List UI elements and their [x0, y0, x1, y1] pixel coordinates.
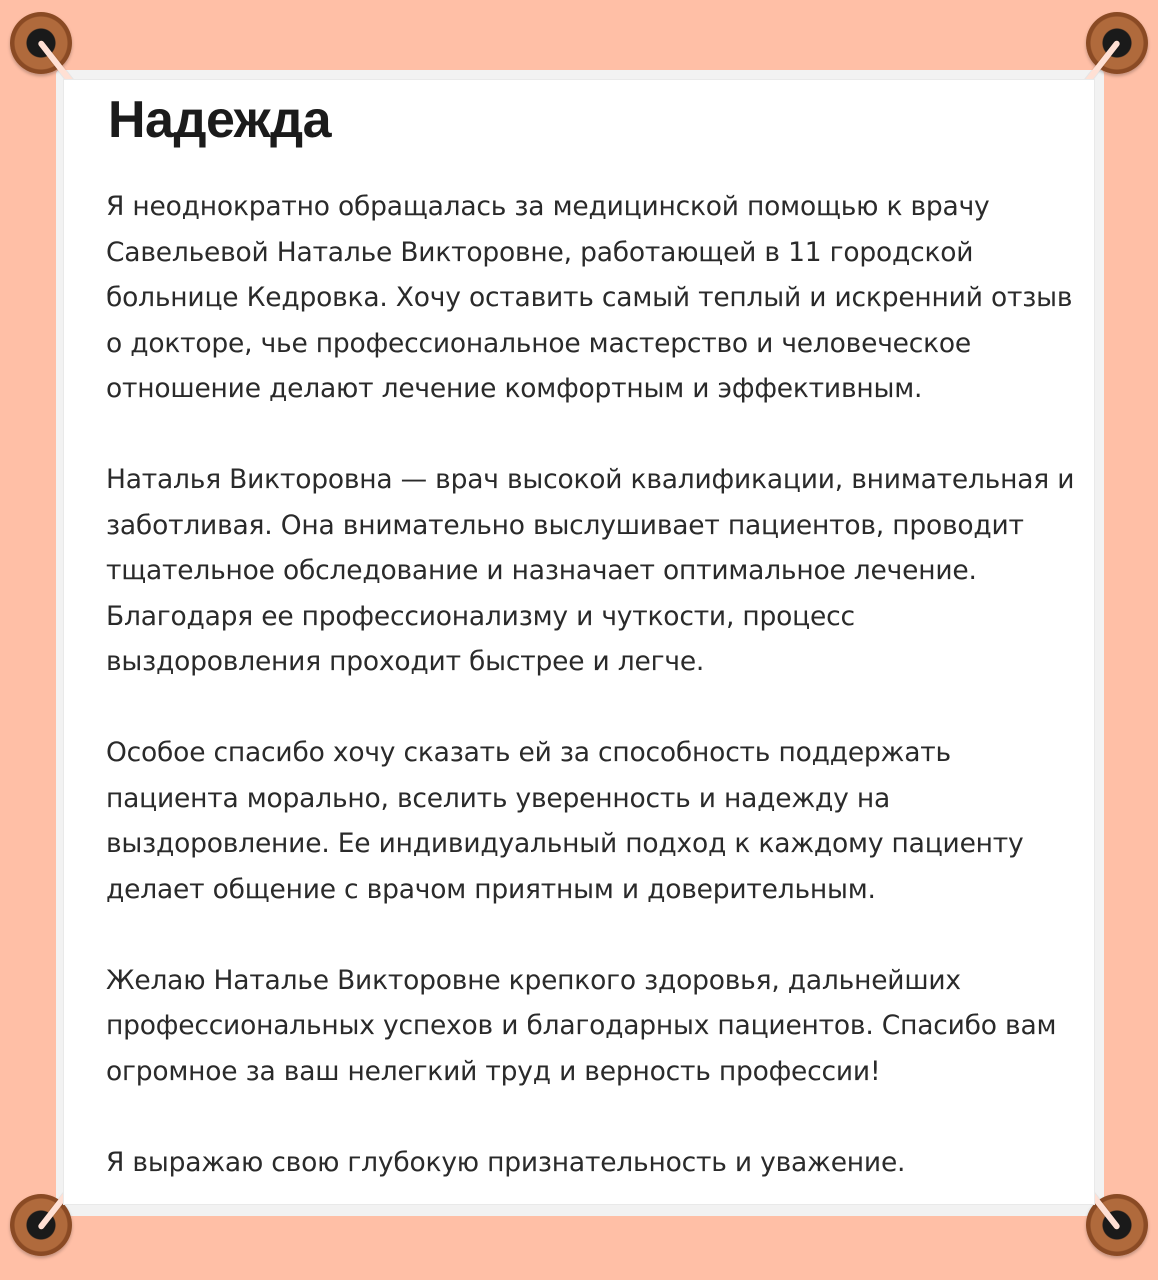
- review-paragraph-3: [106, 730, 1066, 912]
- text-line: Я неоднократно обращалась за медицинской помощью к врачу: [106, 191, 990, 222]
- text-line: отношение делают лечение комфортным и эффективным.: [106, 373, 923, 404]
- text-line: Желаю Наталье Викторовне крепкого здоровья, дальнейших: [106, 964, 961, 996]
- review-paragraph-5: [106, 1140, 1066, 1186]
- review-card: [64, 80, 1094, 1204]
- text-line: выздоровление. Ее индивидуальный подход к каждому пациенту: [106, 828, 1024, 859]
- review-text: [106, 184, 1075, 1185]
- text-line: пациента морально, вселить уверенность и надежду на: [106, 782, 891, 814]
- text-line: огромное за ваш нелегкий труд и верность профессии!: [106, 1055, 881, 1087]
- review-paragraph-4: [106, 958, 1066, 1095]
- text-line: делает общение с врачом приятным и доверительным.: [106, 873, 876, 905]
- text-line: Савельевой Наталье Викторовне, работающей в 11 городской: [106, 236, 974, 268]
- text-line: Благодаря ее профессионализму и чуткости, процесс: [106, 600, 855, 632]
- text-line: выздоровления проходит быстрее и легче.: [106, 646, 705, 677]
- text-line: больнице Кедровка. Хочу оставить самый теплый и искренний отзыв: [106, 282, 1073, 313]
- text-line: Особое спасибо хочу сказать ей за способность поддержать: [106, 737, 951, 768]
- review-paragraph-1: [106, 184, 1073, 412]
- text-line: о докторе, чье профессиональное мастерство и человеческое: [106, 327, 972, 359]
- reviewer-name: Надежда: [108, 91, 332, 149]
- review-paragraph-2: [106, 457, 1075, 685]
- text-line: тщательное обследование и назначает оптимальное лечение.: [106, 555, 977, 586]
- text-line: Наталья Викторовна — врач высокой квалификации, внимательная и: [106, 464, 1075, 495]
- text-line: заботливая. Она внимательно выслушивает пациентов, проводит: [106, 509, 1024, 541]
- text-line: Я выражаю свою глубокую признательность и уважение.: [106, 1146, 906, 1178]
- text-line: профессиональных успехов и благодарных пациентов. Спасибо вам: [106, 1010, 1057, 1041]
